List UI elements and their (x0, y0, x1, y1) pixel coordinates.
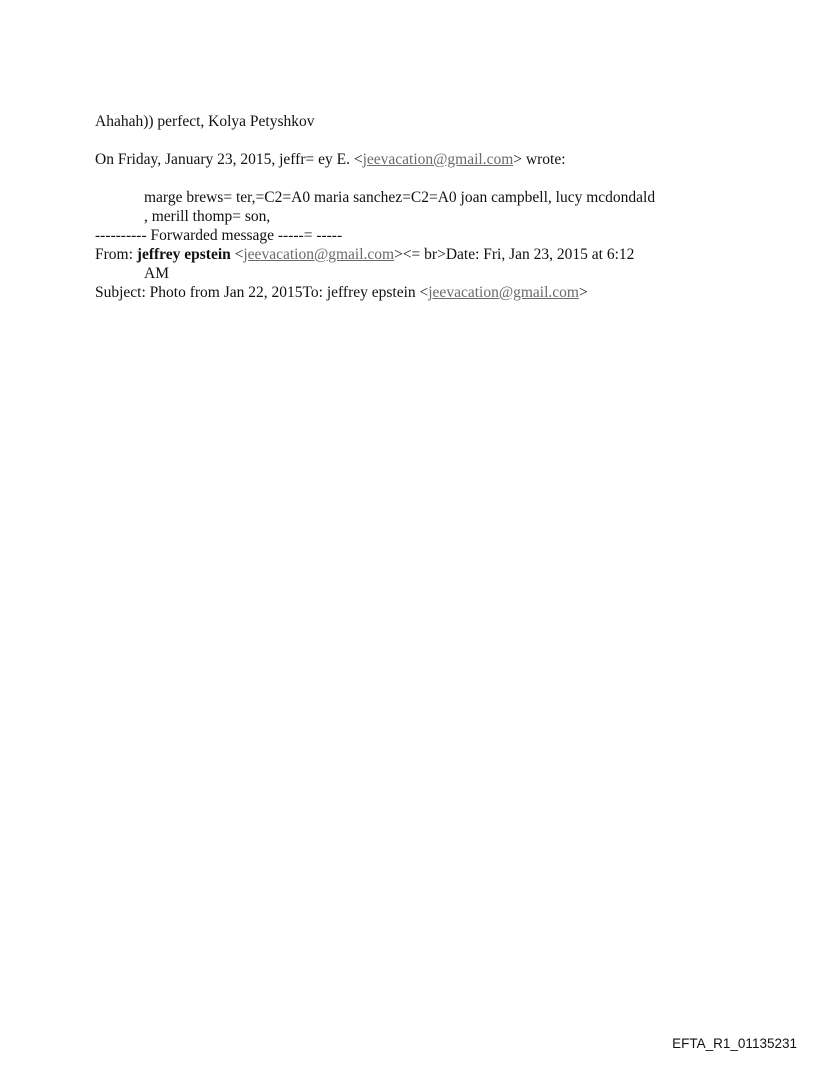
quote-header-email-link[interactable]: jeevacation@gmail.com (362, 151, 514, 168)
from-label: From: (95, 246, 137, 263)
quoted-recipients-line: marge brews= ter,=C2=A0 maria sanchez=C2=A0 joan campbell, lucy mcdondald (144, 189, 656, 206)
quote-header-suffix: > wrote: (513, 151, 566, 168)
email-body (95, 112, 755, 302)
reply-text: Ahahah)) perfect, Kolya Petyshkov (95, 113, 315, 130)
spacer (95, 169, 755, 188)
forward-divider: ---------- Forwarded message -----= ----- (95, 227, 343, 244)
bates-number: EFTA_R1_01135231 (672, 1036, 797, 1051)
from-lt: < (230, 246, 244, 263)
from-email-link[interactable]: jeevacation@gmail.com (243, 246, 395, 263)
from-date-continued: AM (144, 265, 169, 282)
quoted-recipients-line-2: , merill thomp= son, (144, 208, 271, 225)
subject-suffix: > (578, 284, 588, 301)
subject-prefix: Subject: Photo from Jan 22, 2015To: jeffrey epstein < (95, 284, 429, 301)
from-sender-name: jeffrey epstein (136, 246, 231, 263)
quote-header-prefix: On Friday, January 23, 2015, jeffr= ey E. < (95, 151, 363, 168)
forward-subject-line (95, 283, 755, 302)
quote-header (95, 150, 755, 169)
forward-from-line (95, 245, 755, 264)
subject-email-link[interactable]: jeevacation@gmail.com (428, 284, 579, 301)
spacer (95, 131, 755, 150)
from-date: ><= br>Date: Fri, Jan 23, 2015 at 6:12 (394, 246, 635, 263)
